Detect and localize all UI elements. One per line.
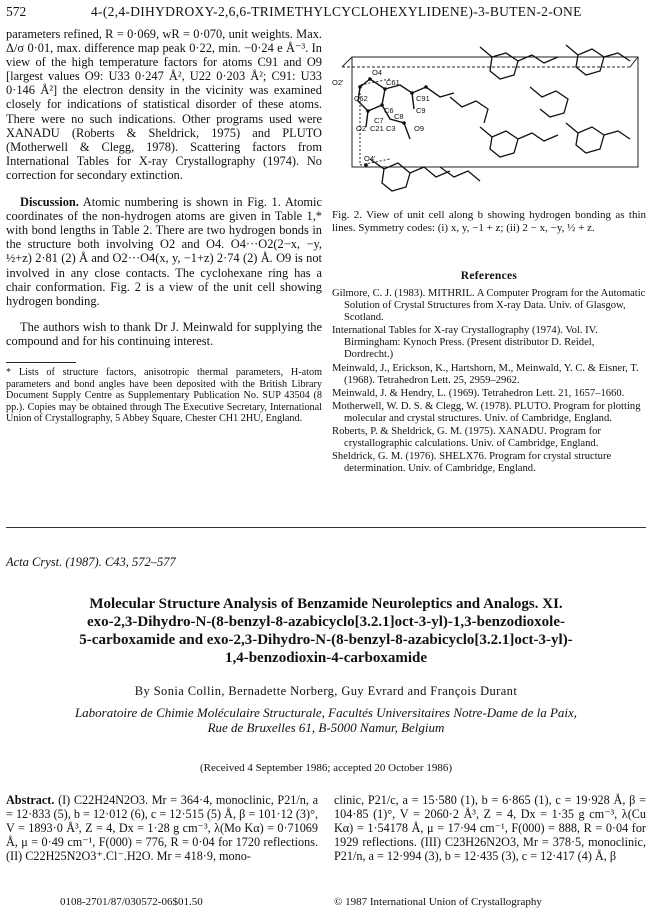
section-divider [6, 527, 646, 528]
atom-label: C3 [386, 124, 396, 133]
experimental-paragraph: parameters refined, R = 0·069, wR = 0·070, unit weights. Max. Δ/σ 0·01, max. difference map peak 0·22, min. −0·24 e Å⁻³. In view of the high temperature factors for atoms C91 and O9 [largest values O9: U33 0·247 Å², U22 0·203 Å²; C91: U33 0·146 Å²] the electron density in the vicinity was examined closely for indications of statistical disorder of these atoms. There were no such indications. Other programs used were XANADU (Roberts & Sheldrick, 1975) and PLUTO (Motherwell & Clegg, 1978). Scattering factors from International Tables for X-ray Crystallography (1974). No correction for secondary extinction. [6, 27, 322, 182]
article-title [6, 595, 646, 667]
title-line: Molecular Structure Analysis of Benzamide Neuroleptics and Analogs. XI. [89, 596, 563, 612]
references-section [332, 270, 646, 476]
atom-label: C61 [386, 78, 400, 87]
reference-item: Meinwald, J. & Hendry, L. (1969). Tetrahedron Lett. 21, 1657–1660. [332, 387, 625, 399]
reference-item: Roberts, P. & Sheldrick, G. M. (1975). XANADU. Program for crystallographic calculations. Univ. of Cambridge, England. [332, 426, 601, 450]
atom-label: C6 [384, 106, 394, 115]
footer-copyright: © 1987 International Union of Crystallography [334, 896, 542, 908]
atom-label: O4' [364, 154, 376, 163]
atom-label: O4 [372, 68, 383, 77]
discussion-text: Atomic numbering is shown in Fig. 1. Atomic coordinates of the non-hydrogen atoms are given in Table 1,* with bond lengths in Table 2. There are two hydrogen bonds in the structure both involving O2 and O4. O4···O2(2−x, −y, ½+z) 2·81 (2) Å and O2···O4(x, y, −1+z) 2·74 (2) Å. O9 is not involved in any close contacts. The cyclohexane ring has a chair conformation. Fig. 2 is a view of the unit cell showing hydrogen bonding. [6, 195, 322, 308]
reference-item: Meinwald, J., Erickson, K., Hartshorn, M., Meinwald, Y. C. & Eisner, T. (1968). Tetrahedron Lett. 25, 2959–2962. [332, 362, 639, 386]
left-column [6, 27, 322, 425]
reference-item: Gilmore, C. J. (1983). MITHRIL. A Computer Program for the Automatic Solution of Crystal Structures from X-ray Data. Univ. of Glasgow, Scotland. [332, 288, 646, 324]
atom-label: O2' [332, 78, 344, 87]
unit-cell-drawing [330, 27, 646, 207]
discussion-paragraph [6, 195, 322, 308]
atom-label: O2 [356, 124, 367, 133]
footnote-text: * Lists of structure factors, anisotropic thermal parameters, H-atom parameters and bond angles have been deposited with the British Library Document Supply Centre as Supplementary Publication No. SUP 43504 (8 pp.). Copies may be obtained through The Executive Secretary, International Union of Crystallography, 5 Abbey Square, Chester CH1 2HU, England. [6, 366, 322, 425]
atom-label: C9 [416, 106, 426, 115]
cell-edge [630, 57, 638, 67]
atom-label: O9 [414, 124, 425, 133]
acknowledgement-paragraph: The authors wish to thank Dr J. Meinwald for supplying the compound and for his continuing interest. [6, 319, 322, 348]
reference-item: Motherwell, W. D. S. & Clegg, W. (1978). PLUTO. Program for plotting molecular and crystal structures. Univ. of Cambridge, England. [332, 400, 641, 424]
reference-item: International Tables for X-ray Crystallography (1974). Vol. IV. Birmingham: Kynoch Press. (Present distributor D. Reidel, Dordrecht.) [332, 325, 598, 361]
affiliation [6, 705, 646, 735]
affiliation-line: Rue de Bruxelles 61, B-5000 Namur, Belgium [207, 720, 445, 735]
figure-2 [330, 27, 646, 207]
reference-item: Sheldrick, G. M. (1976). SHELX76. Program for crystal structure determination. Univ. of Cambridge, England. [332, 451, 612, 475]
footer-code: 0108-2701/87/030572-06$01.50 [60, 896, 203, 908]
affiliation-line: Laboratoire de Chimie Moléculaire Structurale, Facultés Universitaires Notre-Dame de la Paix, [74, 705, 578, 720]
atom-label: C62 [354, 94, 368, 103]
footnote-block [6, 362, 322, 425]
references-heading: References [460, 270, 518, 282]
title-line: 1,4-benzodioxin-4-carboxamide [224, 650, 428, 666]
page-number: 572 [6, 4, 27, 19]
atom-label: C91 [416, 94, 430, 103]
abstract-label: Abstract. [6, 793, 55, 807]
running-title: 4-(2,4-DIHYDROXY-2,6,6-TRIMETHYLCYCLOHEXYLIDENE)-3-BUTEN-2-ONE [91, 4, 582, 19]
authors: By Sonia Collin, Bernadette Norberg, Guy Evrard and François Durant [134, 684, 518, 698]
atom-labels [332, 68, 430, 163]
cell-edge [342, 57, 352, 67]
abstract-left-text: (I) C22H24N2O3. Mr = 364·4, monoclinic, P21/n, a = 12·833 (5), b = 12·012 (6), c = 12·515 (5) Å, β = 101·12 (3)°, V = 1893·0 Å³, Z = 4, Dx = 1·28 g cm⁻³, λ(Mo Kα) = 0·71069 Å, μ = 0·49 cm⁻¹, F(000) = 776, R = 0·04 for 1720 reflections. (II) C22H25N2O3⁺.Cl⁻.H2O. Mr = 418·9, mono- [6, 793, 318, 863]
journal-citation: Acta Cryst. (1987). C43, 572–577 [6, 555, 176, 569]
title-line: exo-2,3-Dihydro-N-(8-benzyl-8-azabicyclo[3.2.1]oct-3-yl)-1,3-benzodioxole- [87, 614, 565, 630]
abstract-left [6, 793, 318, 863]
abstract-right: clinic, P21/c, a = 15·580 (1), b = 6·865 (1), c = 19·928 Å, β = 104·85 (1)°, V = 2060·2 Å³, Z = 4, Dx = 1·35 g cm⁻³, λ(Cu Kα) = 1·54178 Å, μ = 17·94 cm⁻¹, F(000) = 888, R = 0·04 for 1929 reflections. (III) C23H26N2O3, Mr = 378·5, monoclinic, P21/n, a = 12·994 (3), b = 12·435 (3), c = 12·417 (4) Å, β [334, 793, 646, 863]
atom-label: C8 [394, 112, 404, 121]
figure-caption: Fig. 2. View of unit cell along b showing hydrogen bonding as thin lines. Symmetry codes: (i) x, y, −1 + z; (ii) 2 − x, −y, ½ + z. [332, 209, 646, 234]
footnote-rule [6, 362, 76, 363]
received-dates: (Received 4 September 1986; accepted 20 October 1986) [200, 762, 452, 774]
atom-label: C7 [374, 116, 384, 125]
discussion-label: Discussion. [20, 195, 79, 210]
title-line: 5-carboxamide and exo-2,3-Dihydro-N-(8-benzyl-8-azabicyclo[3.2.1]oct-3-yl)- [79, 632, 573, 648]
atom-label: C21 [370, 124, 384, 133]
